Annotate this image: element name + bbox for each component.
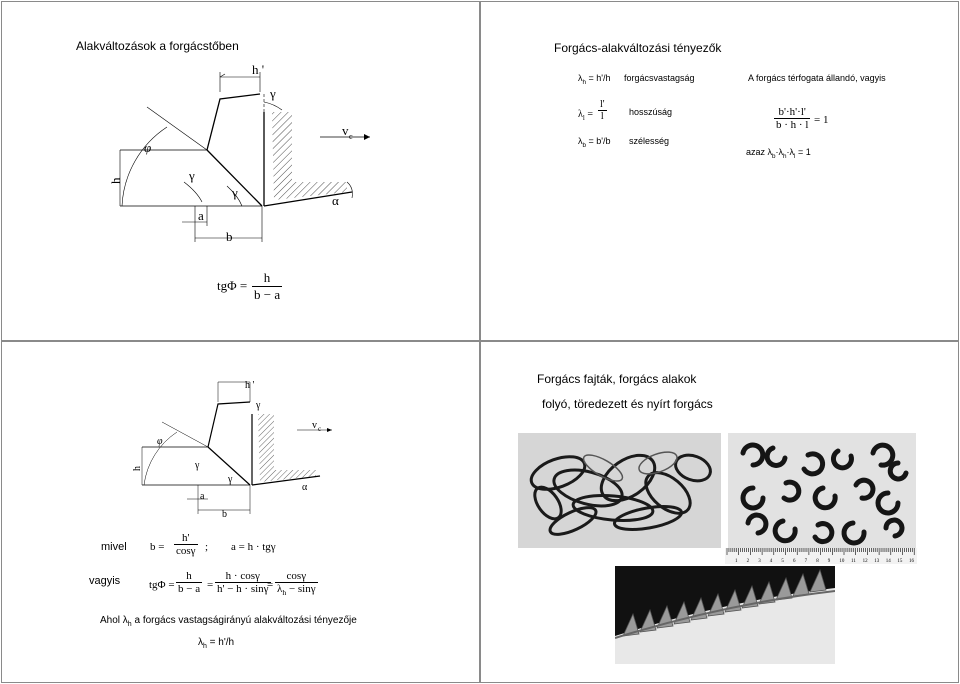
b-lhs: b = [150, 541, 165, 553]
row2-lambda: $\lambda_l$ = [578, 109, 593, 122]
label-alpha: α [332, 193, 339, 208]
ruler-number: 4 [769, 559, 773, 564]
ruler-number: 6 [793, 559, 796, 564]
ruler-number: 3 [758, 559, 761, 564]
label-h-prime: h ' [245, 380, 255, 391]
a-equation: a = h · tgγ [231, 541, 276, 553]
label-gamma-left: γ [195, 460, 200, 471]
label-gamma-mid: γ [232, 185, 238, 200]
slide-subtitle: folyó, töredezett és nyírt forgács [542, 397, 713, 411]
formula-lhs: tgΦ = [217, 278, 248, 293]
b-sep: ; [205, 541, 209, 553]
label-gamma-top: γ [270, 86, 276, 101]
label-gamma-mid: γ [228, 474, 233, 485]
row3-label: szélesség [629, 136, 670, 146]
slide-title: Forgács fajták, forgács alakok [537, 372, 697, 386]
label-h: h [132, 466, 143, 471]
row2-fraction [598, 99, 607, 122]
label-vc-sub: c [318, 425, 322, 433]
row2-num: l' [600, 99, 605, 110]
ruler-number: 9 [827, 559, 831, 564]
slide-tgphi-derivation [1, 341, 480, 683]
tg-fraction-3 [275, 570, 318, 597]
photo-toredezett-forgacs [728, 433, 916, 548]
tg-den3: $\lambda_h - \sin\gamma$ [277, 583, 316, 598]
tg-num3: cosγ [275, 570, 318, 583]
ruler-number: 7 [804, 559, 808, 564]
slide-alakvaltozasok [1, 1, 480, 341]
volume-eq: = 1 [814, 114, 829, 126]
ruler [725, 548, 917, 564]
label-phi: φ [157, 436, 163, 447]
slide-title: Alakváltozások a forgácstőben [76, 39, 239, 53]
ruler-number: 16 [909, 559, 914, 564]
ruler-number: 2 [746, 559, 750, 564]
tg-num1: h [176, 570, 202, 583]
cutting-diagram-small [2, 342, 480, 542]
label-h: h [108, 177, 123, 184]
volume-num: b'·h'·l' [774, 106, 810, 119]
lambda-h-line: $\lambda_h = h'/h$ [198, 637, 235, 650]
ruler-number: 1 [735, 559, 738, 564]
eq-2: = [207, 579, 214, 591]
formula-fraction [252, 270, 282, 303]
tg-lhs: tgΦ = [149, 579, 175, 591]
ruler-number: 5 [781, 559, 784, 564]
ruler-number: 13 [874, 559, 880, 564]
label-a: a [200, 491, 205, 502]
row2-den: l [600, 111, 604, 122]
photo-folyo-forgacs [518, 433, 721, 548]
label-b: b [226, 229, 233, 244]
label-alpha: α [302, 482, 308, 493]
row1-right: A forgács térfogata állandó, vagyis [748, 73, 886, 83]
photo-nyirt-forgacs [615, 566, 835, 664]
slide-title: Forgács-alakváltozási tényezők [554, 41, 722, 55]
label-a: a [198, 208, 204, 223]
tg-den2: h' − h · sinγ [217, 583, 269, 595]
formula-num: h [252, 270, 282, 287]
b-fraction [174, 532, 198, 557]
label-b: b [222, 509, 227, 520]
tg-num2: h · cosγ [215, 570, 271, 583]
label-phi: φ [144, 140, 152, 155]
ruler-number: 8 [816, 559, 819, 564]
row3-formula: $\lambda_b = b'/b$ [578, 136, 611, 149]
slide-forgacs-fajtak [480, 341, 959, 683]
ahol-line: Ahol $\lambda_h$ a forgács vastagságirányú alakváltozási tényezője [100, 615, 357, 628]
b-num: h' [174, 532, 198, 545]
label-gamma-left: γ [189, 168, 195, 183]
volume-fraction [774, 106, 810, 131]
formula-den: b − a [254, 287, 281, 302]
tg-fraction-1 [176, 570, 202, 595]
label-vc-sub: c [349, 132, 353, 141]
label-vc: v [342, 123, 349, 138]
volume-den: b · h · l [776, 119, 809, 131]
ruler-number: 12 [862, 559, 868, 564]
label-h-prime: h ' [252, 62, 265, 77]
mivel-label: mivel [101, 541, 127, 553]
row1-formula: $\lambda_h = h'/h$ [578, 73, 611, 86]
label-gamma-top: γ [256, 400, 261, 411]
tg-fraction-2 [215, 570, 274, 595]
b-den: cosγ [176, 545, 196, 557]
slide-tenyezok [480, 1, 959, 341]
tg-den1: b − a [178, 583, 201, 595]
label-vc: v [312, 420, 317, 431]
row2-label: hosszúság [629, 107, 673, 117]
eq-3: = [267, 579, 274, 591]
ruler-number: 11 [851, 559, 856, 564]
azaz-line: azaz $\lambda_b\cdot\lambda_h\cdot\lambda_l = 1$ [746, 147, 811, 160]
ruler-number: 10 [839, 559, 845, 564]
ruler-number: 15 [897, 559, 903, 564]
row1-label: forgácsvastagság [624, 73, 695, 83]
ruler-number: 14 [885, 559, 891, 564]
vagyis-label: vagyis [89, 575, 121, 587]
